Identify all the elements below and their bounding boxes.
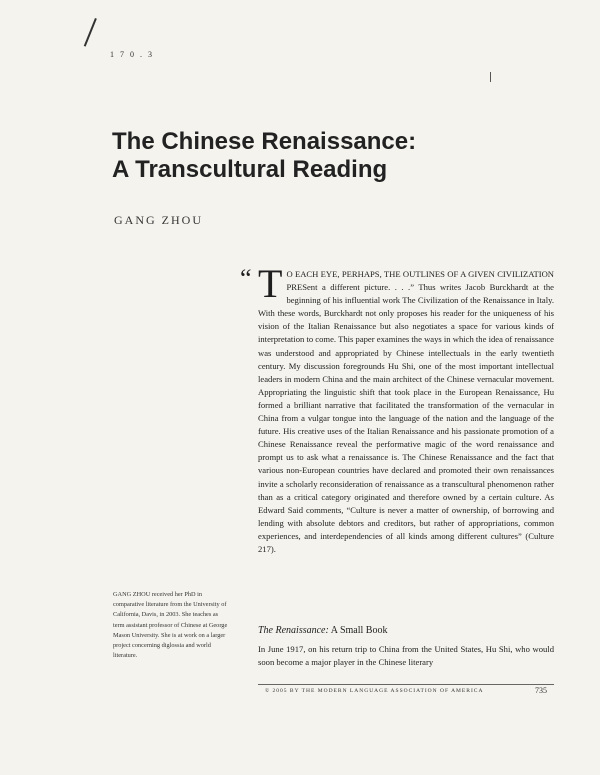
stray-mark <box>490 72 491 82</box>
footer-rule <box>258 684 554 685</box>
copyright-line: © 2005 BY THE MODERN LANGUAGE ASSOCIATION OF AMERICA <box>265 688 484 694</box>
journal-page-label: 1 7 0 . 3 <box>110 50 154 59</box>
pen-mark <box>84 18 97 47</box>
section-heading <box>258 625 387 636</box>
body-paragraph-2: In June 1917, on his return trip to China from the United States, Hu Shi, who would soon become a major player in the Chinese literary <box>258 644 554 668</box>
page-number: 735 <box>535 686 547 695</box>
section-heading-rest: A Small Book <box>328 625 388 636</box>
opening-quote-mark: “ <box>240 264 252 293</box>
author-name: GANG ZHOU <box>114 213 203 227</box>
title-line-1: The Chinese Renaissance: <box>112 128 417 155</box>
drop-cap: T <box>258 261 283 306</box>
section-heading-italic: The Renaissance: <box>258 625 329 636</box>
article-title <box>112 128 416 184</box>
title-line-2: A Transcultural Reading <box>112 156 388 183</box>
author-bio-note: GANG ZHOU received her PhD in comparative literature from the University of California, Davis, in 2003. She teaches as term assistant professor of Chinese at George Mason University. She is at work on a larger project concerning diglossia and world literature. <box>113 591 228 660</box>
paragraph-1-text: O EACH EYE, PERHAPS, THE OUTLINES OF A GIVEN CIVILIZATION PRESent a different picture. . . .” Thus writes Jacob Burckhardt at the beginning of his influential work The Civilization of the Renaissance in Italy. With these words, Burckhardt not only proposes his reader for the uniqueness of his vision of the Italian Renaissance but also negotiates a space for various kinds of interpretation to come. This paper examines the ways in which the idea of renaissance was understood and appropriated by Chinese intellectuals in the early twentieth century. My discussion foregrounds Hu Shi, one of the most important intellectual leaders in modern China and the main architect of the Chinese vernacular movement. Appropriating the linguistic shift that took place in the European Renaissance, Hu formed a brilliant narrative that facilitated the transformation of the vernacular in China from a vulgar tongue into the language of the nation and the language of the future. His creative uses of the Italian Renaissance and his passionate promotion of a Chinese Renaissance reveal the performative magic of the word renaissance and prompt us to ask what a renaissance is. The Chinese Renaissance and the fact that various non-European countries have declared and promoted their own renaissances invite a scholarly reconsideration of renaissance as a transcultural phenomenon rather than as a critical category originated and therefore owned by a certain culture. As Edward Said comments, “Culture is never a matter of ownership, of borrowing and lending with absolute debtors and creditors, but rather of appropriations, common experiences, and interdependencies of all kinds among different cultures” (Culture 217). <box>258 269 554 554</box>
body-paragraph-1 <box>240 261 554 556</box>
